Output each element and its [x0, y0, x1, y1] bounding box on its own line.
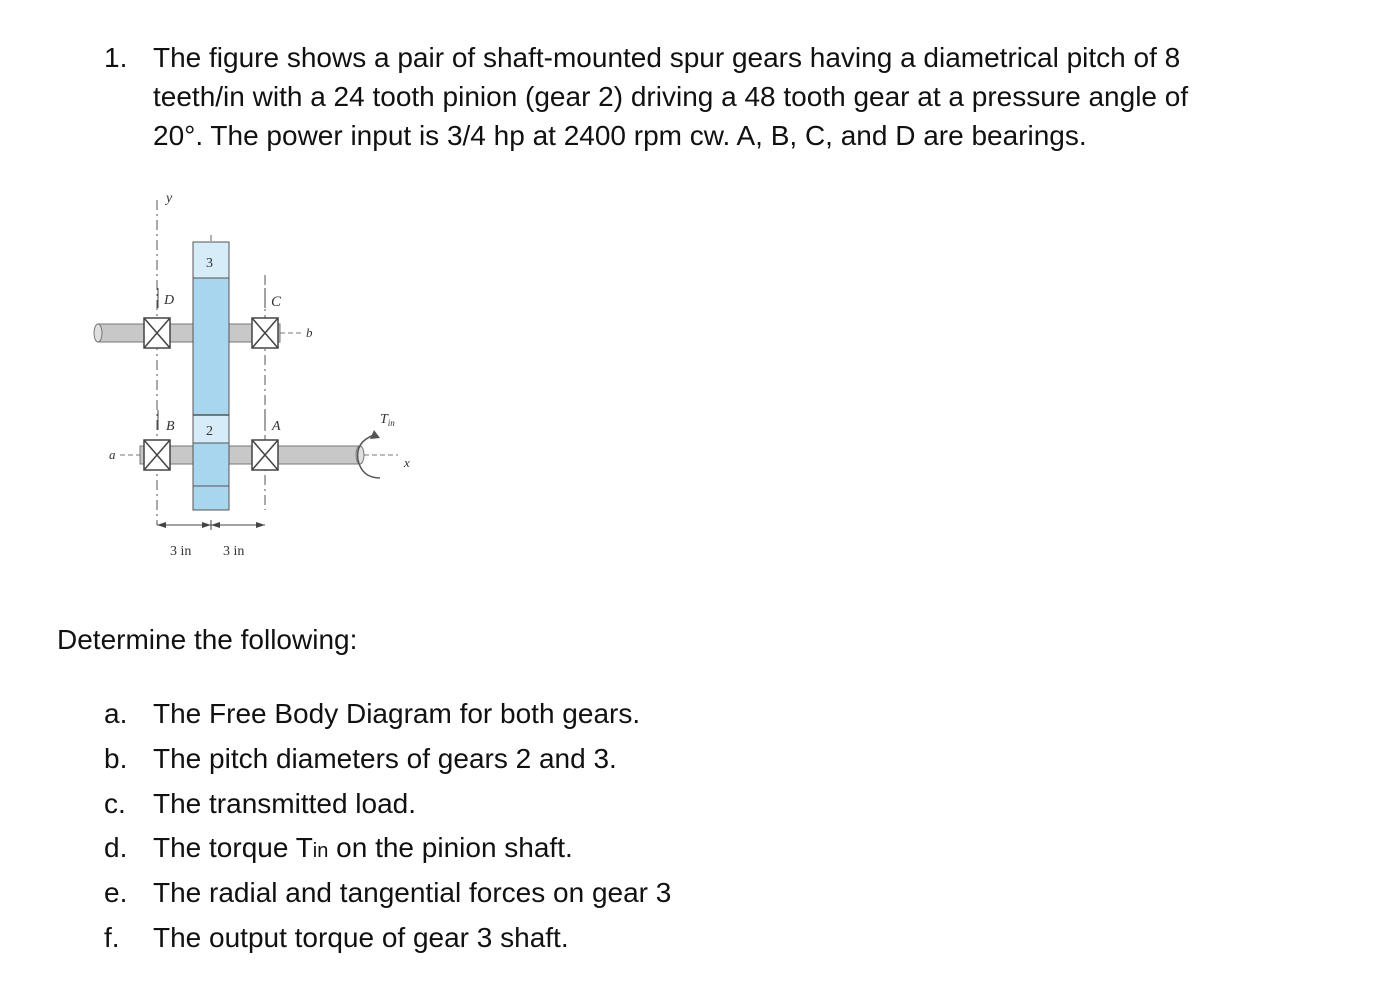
item-letter: f.: [104, 921, 120, 953]
axis-b-label: b: [306, 325, 313, 340]
item-text: The output torque of gear 3 shaft.: [153, 921, 569, 953]
axis-a-label: a: [109, 447, 116, 462]
gear-3-label: 3: [206, 256, 213, 271]
dimension-right-label: 3 in: [223, 544, 245, 559]
bearing-b-symbol: [144, 440, 170, 470]
item-letter: e.: [104, 877, 128, 909]
gear-3: [193, 242, 229, 510]
item-letter: b.: [104, 742, 128, 774]
problem-statement: [104, 38, 1304, 155]
determine-heading: Determine the following:: [57, 624, 358, 655]
item-text: The radial and tangential forces on gear 3: [153, 877, 672, 909]
item-text: [153, 826, 573, 874]
problem-line-1: The figure shows a pair of shaft-mounted spur gears having a diametrical pitch of 8: [153, 42, 1181, 73]
torque-label-main: T: [380, 412, 388, 427]
bearing-a-label: A: [272, 419, 281, 434]
gear-diagram: [80, 180, 440, 570]
axis-y-label: y: [166, 191, 173, 206]
bearing-b-label: B: [166, 419, 175, 434]
item-text: The Free Body Diagram for both gears.: [153, 698, 641, 729]
item-letter: a.: [104, 698, 128, 729]
item-text: The pitch diameters of gears 2 and 3.: [153, 742, 617, 774]
gear-shaft-figure: [80, 180, 440, 570]
problem-line-2: teeth/in with a 24 tooth pinion (gear 2) driving a 48 tooth gear at a pressure angle of: [153, 81, 1189, 112]
gear-2-label: 2: [206, 424, 213, 439]
axis-x-label: x: [404, 455, 410, 470]
item-text-subscript: in: [312, 840, 329, 863]
torque-label-sub: in: [387, 418, 395, 428]
item-text-after: on the pinion shaft.: [328, 832, 573, 864]
bearing-c-symbol: [252, 318, 278, 348]
bearing-d-symbol: [144, 318, 170, 348]
dimension-left-label: 3 in: [170, 544, 192, 559]
problem-number: 1.: [104, 42, 128, 73]
item-text-before: The torque T: [153, 832, 313, 864]
torque-label: [380, 412, 395, 428]
bearing-c-label: C: [271, 294, 282, 310]
dimension-line: [157, 520, 265, 530]
bearing-a-symbol: [252, 440, 278, 470]
bearing-d-label: D: [164, 293, 175, 308]
item-letter: c.: [104, 787, 126, 819]
item-text: The transmitted load.: [153, 787, 417, 819]
problem-line-3: 20°. The power input is 3/4 hp at 2400 rpm cw. A, B, C, and D are bearings.: [153, 120, 1087, 151]
problem-text: [153, 38, 1304, 155]
item-letter: d.: [104, 832, 128, 864]
